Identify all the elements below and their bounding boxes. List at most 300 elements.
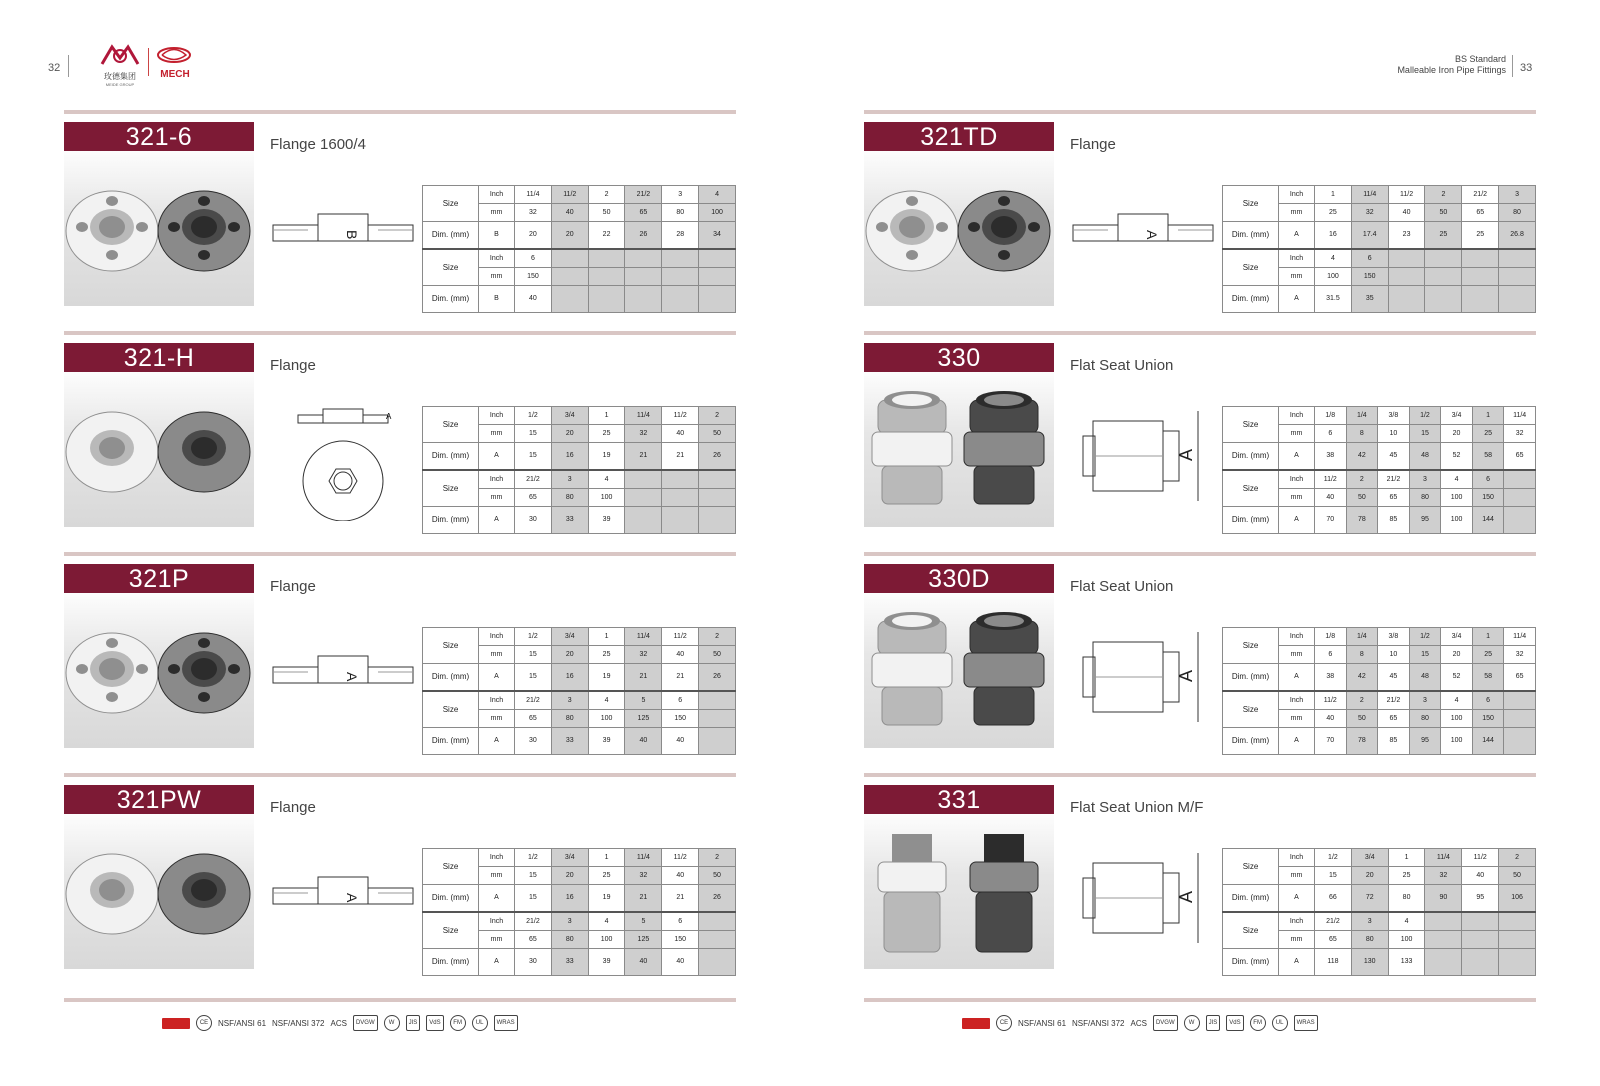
spec-cell: 50 — [1346, 710, 1378, 728]
spec-cell: 21 — [662, 664, 699, 692]
product-code: 330 — [864, 343, 1054, 372]
size-label: Size — [1223, 407, 1279, 443]
spec-cell: 2 — [1499, 849, 1536, 867]
standard-line-1: BS Standard — [1454, 54, 1506, 64]
spec-cell: 22 — [588, 222, 625, 250]
spec-table — [1222, 627, 1536, 755]
drawing-container — [268, 391, 418, 526]
spec-cell: 30 — [515, 507, 552, 534]
spec-cell: 16 — [551, 885, 588, 913]
spec-cell: 2 — [699, 849, 736, 867]
product-photo-drawing — [64, 372, 254, 527]
spec-cell: 40 — [1315, 710, 1347, 728]
spec-cell: 8 — [1346, 425, 1378, 443]
cert-w-icon: W — [1184, 1015, 1200, 1031]
spec-cell: 23 — [1388, 222, 1425, 250]
inch-label: Inch — [1279, 691, 1315, 710]
spec-cell: 6 — [662, 912, 699, 931]
spec-row-dim — [423, 222, 736, 250]
spec-cell: 4 — [1441, 691, 1473, 710]
spec-cell: 33 — [551, 949, 588, 976]
spec-cell: 45 — [1378, 664, 1410, 692]
spec-cell: 1/2 — [515, 849, 552, 867]
product-photo-drawing — [864, 814, 1054, 969]
spec-cell: 50 — [1499, 867, 1536, 885]
spec-cell: 25 — [588, 867, 625, 885]
product-photo-drawing — [64, 593, 254, 748]
spec-cell: 80 — [662, 204, 699, 222]
spec-row-dim — [1223, 222, 1536, 250]
spec-cell: 3/4 — [1441, 628, 1473, 646]
inch-label: Inch — [479, 407, 515, 425]
inch-label: Inch — [479, 691, 515, 710]
drawing-container — [268, 612, 418, 747]
spec-row-inch — [1223, 470, 1536, 489]
spec-row-dim — [423, 728, 736, 755]
spec-cell: 11/2 — [1462, 849, 1499, 867]
spec-cell: 95 — [1409, 728, 1441, 755]
spec-cell: 20 — [1441, 425, 1473, 443]
spec-cell: 21/2 — [515, 912, 552, 931]
cert-vds-icon: VdS — [426, 1015, 443, 1031]
mm-label: mm — [1279, 425, 1315, 443]
spec-cell: 4 — [588, 912, 625, 931]
technical-drawing — [1068, 170, 1218, 300]
size-label: Size — [1223, 186, 1279, 222]
svg-text:A: A — [344, 672, 360, 682]
spec-cell: 150 — [515, 268, 552, 286]
dim-label: Dim. (mm) — [1223, 507, 1279, 534]
spec-cell — [625, 489, 662, 507]
spec-cell: 80 — [1388, 885, 1425, 913]
spec-cell: 100 — [1315, 268, 1352, 286]
inch-label: Inch — [479, 186, 515, 204]
dim-label: Dim. (mm) — [1223, 222, 1279, 250]
spec-row-inch — [423, 186, 736, 204]
spec-row-dim — [423, 664, 736, 692]
spec-cell: 133 — [1388, 949, 1425, 976]
product-title: Flange 1600/4 — [270, 136, 366, 153]
galvanized-fitting-image — [66, 412, 158, 492]
galvanized-fitting-image — [872, 612, 952, 725]
size-label: Size — [423, 628, 479, 664]
spec-cell: 39 — [588, 728, 625, 755]
spec-cell: 42 — [1346, 443, 1378, 471]
spec-cell: 150 — [662, 931, 699, 949]
spec-cell: 21/2 — [515, 691, 552, 710]
spec-cell: 15 — [1409, 425, 1441, 443]
spec-cell: 65 — [515, 710, 552, 728]
spec-row-dim — [1223, 507, 1536, 534]
spec-cell — [588, 286, 625, 313]
spec-cell: 25 — [588, 646, 625, 664]
spec-cell: 31.5 — [1315, 286, 1352, 313]
svg-text:A: A — [1176, 448, 1196, 461]
dim-label: Dim. (mm) — [423, 222, 479, 250]
spec-cell: 15 — [515, 425, 552, 443]
spec-cell — [1462, 931, 1499, 949]
spec-cell: 39 — [588, 949, 625, 976]
spec-cell: 50 — [1425, 204, 1462, 222]
dim-label: Dim. (mm) — [1223, 443, 1279, 471]
spec-table — [422, 406, 736, 534]
spec-row-inch — [1223, 849, 1536, 867]
spec-cell: 65 — [515, 489, 552, 507]
spec-cell: 25 — [1388, 867, 1425, 885]
black-fitting-image — [158, 854, 250, 934]
spec-cell: 52 — [1441, 664, 1473, 692]
product-photo-drawing — [864, 593, 1054, 748]
spec-cell: 3/4 — [1441, 407, 1473, 425]
mech-logo — [154, 46, 196, 78]
spec-cell: 11/4 — [1504, 407, 1536, 425]
spec-cell — [1504, 489, 1536, 507]
spec-cell — [1425, 249, 1462, 268]
spec-cell: 50 — [699, 425, 736, 443]
spec-cell — [1504, 507, 1536, 534]
spec-cell: 3 — [1409, 691, 1441, 710]
drawing-container — [1068, 170, 1218, 305]
spec-cell — [1462, 286, 1499, 313]
spec-cell: 40 — [551, 204, 588, 222]
dim-letter: A — [1279, 728, 1315, 755]
spec-cell: 15 — [515, 885, 552, 913]
spec-cell — [699, 489, 736, 507]
spec-cell: 3 — [662, 186, 699, 204]
spec-cell: 100 — [588, 489, 625, 507]
spec-cell: 95 — [1462, 885, 1499, 913]
spec-cell: 11/2 — [662, 628, 699, 646]
size-label: Size — [423, 691, 479, 728]
spec-cell: 1 — [1472, 628, 1504, 646]
spec-cell — [699, 728, 736, 755]
spec-cell — [699, 912, 736, 931]
spec-cell: 40 — [1462, 867, 1499, 885]
spec-cell: 52 — [1441, 443, 1473, 471]
spec-cell: 2 — [1346, 470, 1378, 489]
cert-wras-icon: WRAS — [494, 1015, 518, 1031]
spec-cell: 6 — [1472, 691, 1504, 710]
spec-cell: 40 — [662, 728, 699, 755]
cert-nsf-ansi-372-icon: NSF/ANSI 372 — [272, 1018, 325, 1028]
dim-letter: A — [1279, 286, 1315, 313]
dim-letter: A — [479, 443, 515, 471]
black-fitting-image — [158, 633, 250, 713]
spec-cell: 3/8 — [1378, 407, 1410, 425]
spec-row-inch — [423, 628, 736, 646]
spec-cell: 1 — [1388, 849, 1425, 867]
spec-row-inch — [423, 249, 736, 268]
dim-letter: A — [1279, 664, 1315, 692]
spec-cell — [699, 249, 736, 268]
spec-cell: 15 — [515, 443, 552, 471]
spec-row-dim — [1223, 286, 1536, 313]
size-label: Size — [1223, 691, 1279, 728]
spec-cell: 26.8 — [1499, 222, 1536, 250]
spec-cell: 33 — [551, 728, 588, 755]
spec-cell: 6 — [515, 249, 552, 268]
spec-cell — [1504, 710, 1536, 728]
product-photo — [864, 372, 1054, 527]
cert-ce-icon: CE — [996, 1015, 1012, 1031]
spec-cell: 3/4 — [551, 849, 588, 867]
spec-cell — [662, 286, 699, 313]
spec-cell: 20 — [1351, 867, 1388, 885]
mm-label: mm — [1279, 489, 1315, 507]
dim-label: Dim. (mm) — [1223, 664, 1279, 692]
spec-cell: 38 — [1315, 664, 1347, 692]
spec-row-inch — [1223, 912, 1536, 931]
spec-cell: 11/4 — [625, 407, 662, 425]
svg-text:A: A — [386, 412, 392, 421]
spec-cell: 25 — [1472, 646, 1504, 664]
spec-cell: 100 — [1441, 710, 1473, 728]
dim-letter: A — [479, 664, 515, 692]
spec-cell: 144 — [1472, 728, 1504, 755]
certifications-strip-left — [162, 1014, 518, 1032]
spec-cell — [699, 710, 736, 728]
spec-cell: 11/2 — [1315, 691, 1347, 710]
spec-cell: 85 — [1378, 507, 1410, 534]
dim-label: Dim. (mm) — [1223, 885, 1279, 913]
cert-dvgw-icon: DVGW — [1153, 1015, 1178, 1031]
standard-line-2: Malleable Iron Pipe Fittings — [1397, 65, 1506, 75]
spec-cell: 1/2 — [1315, 849, 1352, 867]
dim-label: Dim. (mm) — [423, 286, 479, 313]
drawing-container — [1068, 391, 1218, 526]
spec-cell: 1/4 — [1346, 628, 1378, 646]
product-photo — [64, 151, 254, 306]
spec-cell: 125 — [625, 710, 662, 728]
spec-cell — [699, 691, 736, 710]
spec-cell: 65 — [1462, 204, 1499, 222]
galvanized-fitting-image — [872, 391, 952, 504]
inch-label: Inch — [479, 912, 515, 931]
spec-cell: 40 — [662, 867, 699, 885]
spec-cell — [1462, 949, 1499, 976]
spec-cell — [1462, 249, 1499, 268]
svg-text:A: A — [1144, 230, 1160, 240]
spec-cell: 39 — [588, 507, 625, 534]
spec-cell: 1 — [588, 628, 625, 646]
logo-divider — [148, 48, 149, 76]
spec-cell — [662, 470, 699, 489]
product-code: 331 — [864, 785, 1054, 814]
section-divider — [64, 331, 736, 335]
spec-cell: 70 — [1315, 728, 1347, 755]
spec-cell: 3 — [551, 691, 588, 710]
cert-jis-icon: JIS — [406, 1015, 421, 1031]
spec-row-dim — [1223, 949, 1536, 976]
spec-cell: 20 — [551, 646, 588, 664]
section-divider — [64, 110, 736, 114]
spec-cell — [699, 470, 736, 489]
spec-cell: 2 — [1425, 186, 1462, 204]
spec-cell: 2 — [1346, 691, 1378, 710]
mm-label: mm — [1279, 931, 1315, 949]
spec-cell — [1388, 286, 1425, 313]
product-code: 321-H — [64, 343, 254, 372]
spec-row-inch — [423, 691, 736, 710]
spec-cell — [662, 507, 699, 534]
product-title: Flat Seat Union — [1070, 578, 1174, 595]
spec-cell: 65 — [625, 204, 662, 222]
spec-cell: 1/4 — [1346, 407, 1378, 425]
spec-cell: 15 — [515, 664, 552, 692]
product-code: 321-6 — [64, 122, 254, 151]
spec-cell: 144 — [1472, 507, 1504, 534]
spec-cell: 3 — [1499, 186, 1536, 204]
spec-cell: 3/4 — [1351, 849, 1388, 867]
mm-label: mm — [479, 867, 515, 885]
mm-label: mm — [479, 489, 515, 507]
spec-cell: 1/8 — [1315, 407, 1347, 425]
spec-row-inch — [423, 470, 736, 489]
product-photo — [864, 151, 1054, 306]
spec-cell — [1499, 268, 1536, 286]
technical-drawing — [268, 391, 418, 521]
spec-cell: 21 — [625, 664, 662, 692]
mm-label: mm — [479, 646, 515, 664]
galvanized-fitting-image — [878, 834, 946, 952]
spec-cell — [699, 949, 736, 976]
spec-cell: 26 — [625, 222, 662, 250]
spec-cell — [625, 507, 662, 534]
spec-table — [1222, 185, 1536, 313]
spec-cell: 5 — [625, 912, 662, 931]
spec-cell: 25 — [588, 425, 625, 443]
spec-cell: 11/4 — [1425, 849, 1462, 867]
spec-cell: 80 — [551, 489, 588, 507]
spec-cell: 21/2 — [515, 470, 552, 489]
size-label: Size — [1223, 912, 1279, 949]
spec-cell — [1425, 268, 1462, 286]
spec-cell: 26 — [699, 885, 736, 913]
spec-cell: 106 — [1499, 885, 1536, 913]
spec-cell: 6 — [662, 691, 699, 710]
spec-cell: 11/4 — [1504, 628, 1536, 646]
inch-label: Inch — [1279, 912, 1315, 931]
spec-cell: 150 — [1472, 710, 1504, 728]
spec-cell: 16 — [1315, 222, 1352, 250]
dim-label: Dim. (mm) — [423, 728, 479, 755]
section-divider — [64, 552, 736, 556]
header-divider-left — [68, 55, 69, 77]
spec-cell: 40 — [662, 949, 699, 976]
spec-cell: 25 — [1315, 204, 1352, 222]
spec-cell: 20 — [551, 425, 588, 443]
certifications-strip-right — [962, 1014, 1318, 1032]
dim-letter: A — [1279, 507, 1315, 534]
spec-cell: 15 — [515, 867, 552, 885]
spec-cell: 15 — [515, 646, 552, 664]
spec-cell: 16 — [551, 443, 588, 471]
dim-letter: A — [479, 949, 515, 976]
product-section — [64, 331, 736, 546]
spec-cell: 10 — [1378, 646, 1410, 664]
spec-cell: 32 — [1425, 867, 1462, 885]
dim-letter: A — [1279, 949, 1315, 976]
spec-cell — [1462, 268, 1499, 286]
spec-cell: 50 — [1346, 489, 1378, 507]
spec-cell — [551, 268, 588, 286]
inch-label: Inch — [479, 249, 515, 268]
dim-label: Dim. (mm) — [423, 664, 479, 692]
spec-cell: 1 — [588, 407, 625, 425]
spec-cell — [699, 931, 736, 949]
mm-label: mm — [1279, 867, 1315, 885]
spec-cell: 2 — [699, 628, 736, 646]
spec-cell: 1/2 — [515, 407, 552, 425]
black-fitting-image — [970, 834, 1038, 952]
galvanized-fitting-image — [66, 191, 158, 271]
cert-acs-icon: ACS — [1130, 1018, 1147, 1028]
spec-cell — [1425, 286, 1462, 313]
cert-dvgw-icon: DVGW — [353, 1015, 378, 1031]
svg-text:A: A — [1176, 669, 1196, 682]
spec-cell: 32 — [1351, 204, 1388, 222]
spec-cell: 34 — [699, 222, 736, 250]
spec-cell: 80 — [1409, 489, 1441, 507]
spec-cell: 70 — [1315, 507, 1347, 534]
inch-label: Inch — [1279, 186, 1315, 204]
spec-cell — [625, 268, 662, 286]
dim-letter: B — [479, 222, 515, 250]
spec-cell — [588, 268, 625, 286]
dim-letter: A — [1279, 222, 1315, 250]
spec-cell: 11/2 — [551, 186, 588, 204]
spec-cell: 42 — [1346, 664, 1378, 692]
spec-cell: 20 — [515, 222, 552, 250]
spec-cell — [625, 286, 662, 313]
black-fitting-image — [964, 391, 1044, 504]
spec-cell: 130 — [1351, 949, 1388, 976]
spec-cell — [588, 249, 625, 268]
spec-cell: 4 — [588, 691, 625, 710]
product-title: Flange — [270, 357, 316, 374]
mm-label: mm — [479, 710, 515, 728]
spec-cell: 6 — [1472, 470, 1504, 489]
spec-cell: 6 — [1315, 425, 1347, 443]
spec-cell: 1 — [588, 849, 625, 867]
spec-cell: 58 — [1472, 443, 1504, 471]
dim-letter: B — [479, 286, 515, 313]
spec-cell: 19 — [588, 885, 625, 913]
spec-cell: 11/2 — [1388, 186, 1425, 204]
product-photo-drawing — [64, 151, 254, 306]
spec-cell: 26 — [699, 664, 736, 692]
spec-cell: 100 — [1441, 728, 1473, 755]
spec-row-inch — [423, 407, 736, 425]
size-label: Size — [423, 912, 479, 949]
spec-cell: 21 — [625, 443, 662, 471]
product-section — [64, 773, 736, 988]
black-fitting-image — [158, 412, 250, 492]
spec-row-dim — [423, 507, 736, 534]
logo-sub-text: MEIDE GROUP — [105, 82, 135, 87]
spec-cell: 72 — [1351, 885, 1388, 913]
spec-cell — [699, 507, 736, 534]
spec-row-dim — [423, 949, 736, 976]
spec-row-inch — [1223, 186, 1536, 204]
spec-row-dim — [1223, 664, 1536, 692]
spec-cell: 40 — [515, 286, 552, 313]
galvanized-fitting-image — [66, 854, 158, 934]
technical-drawing — [1068, 612, 1218, 742]
spec-cell: 11/4 — [625, 849, 662, 867]
product-title: Flat Seat Union — [1070, 357, 1174, 374]
spec-row-inch — [1223, 691, 1536, 710]
